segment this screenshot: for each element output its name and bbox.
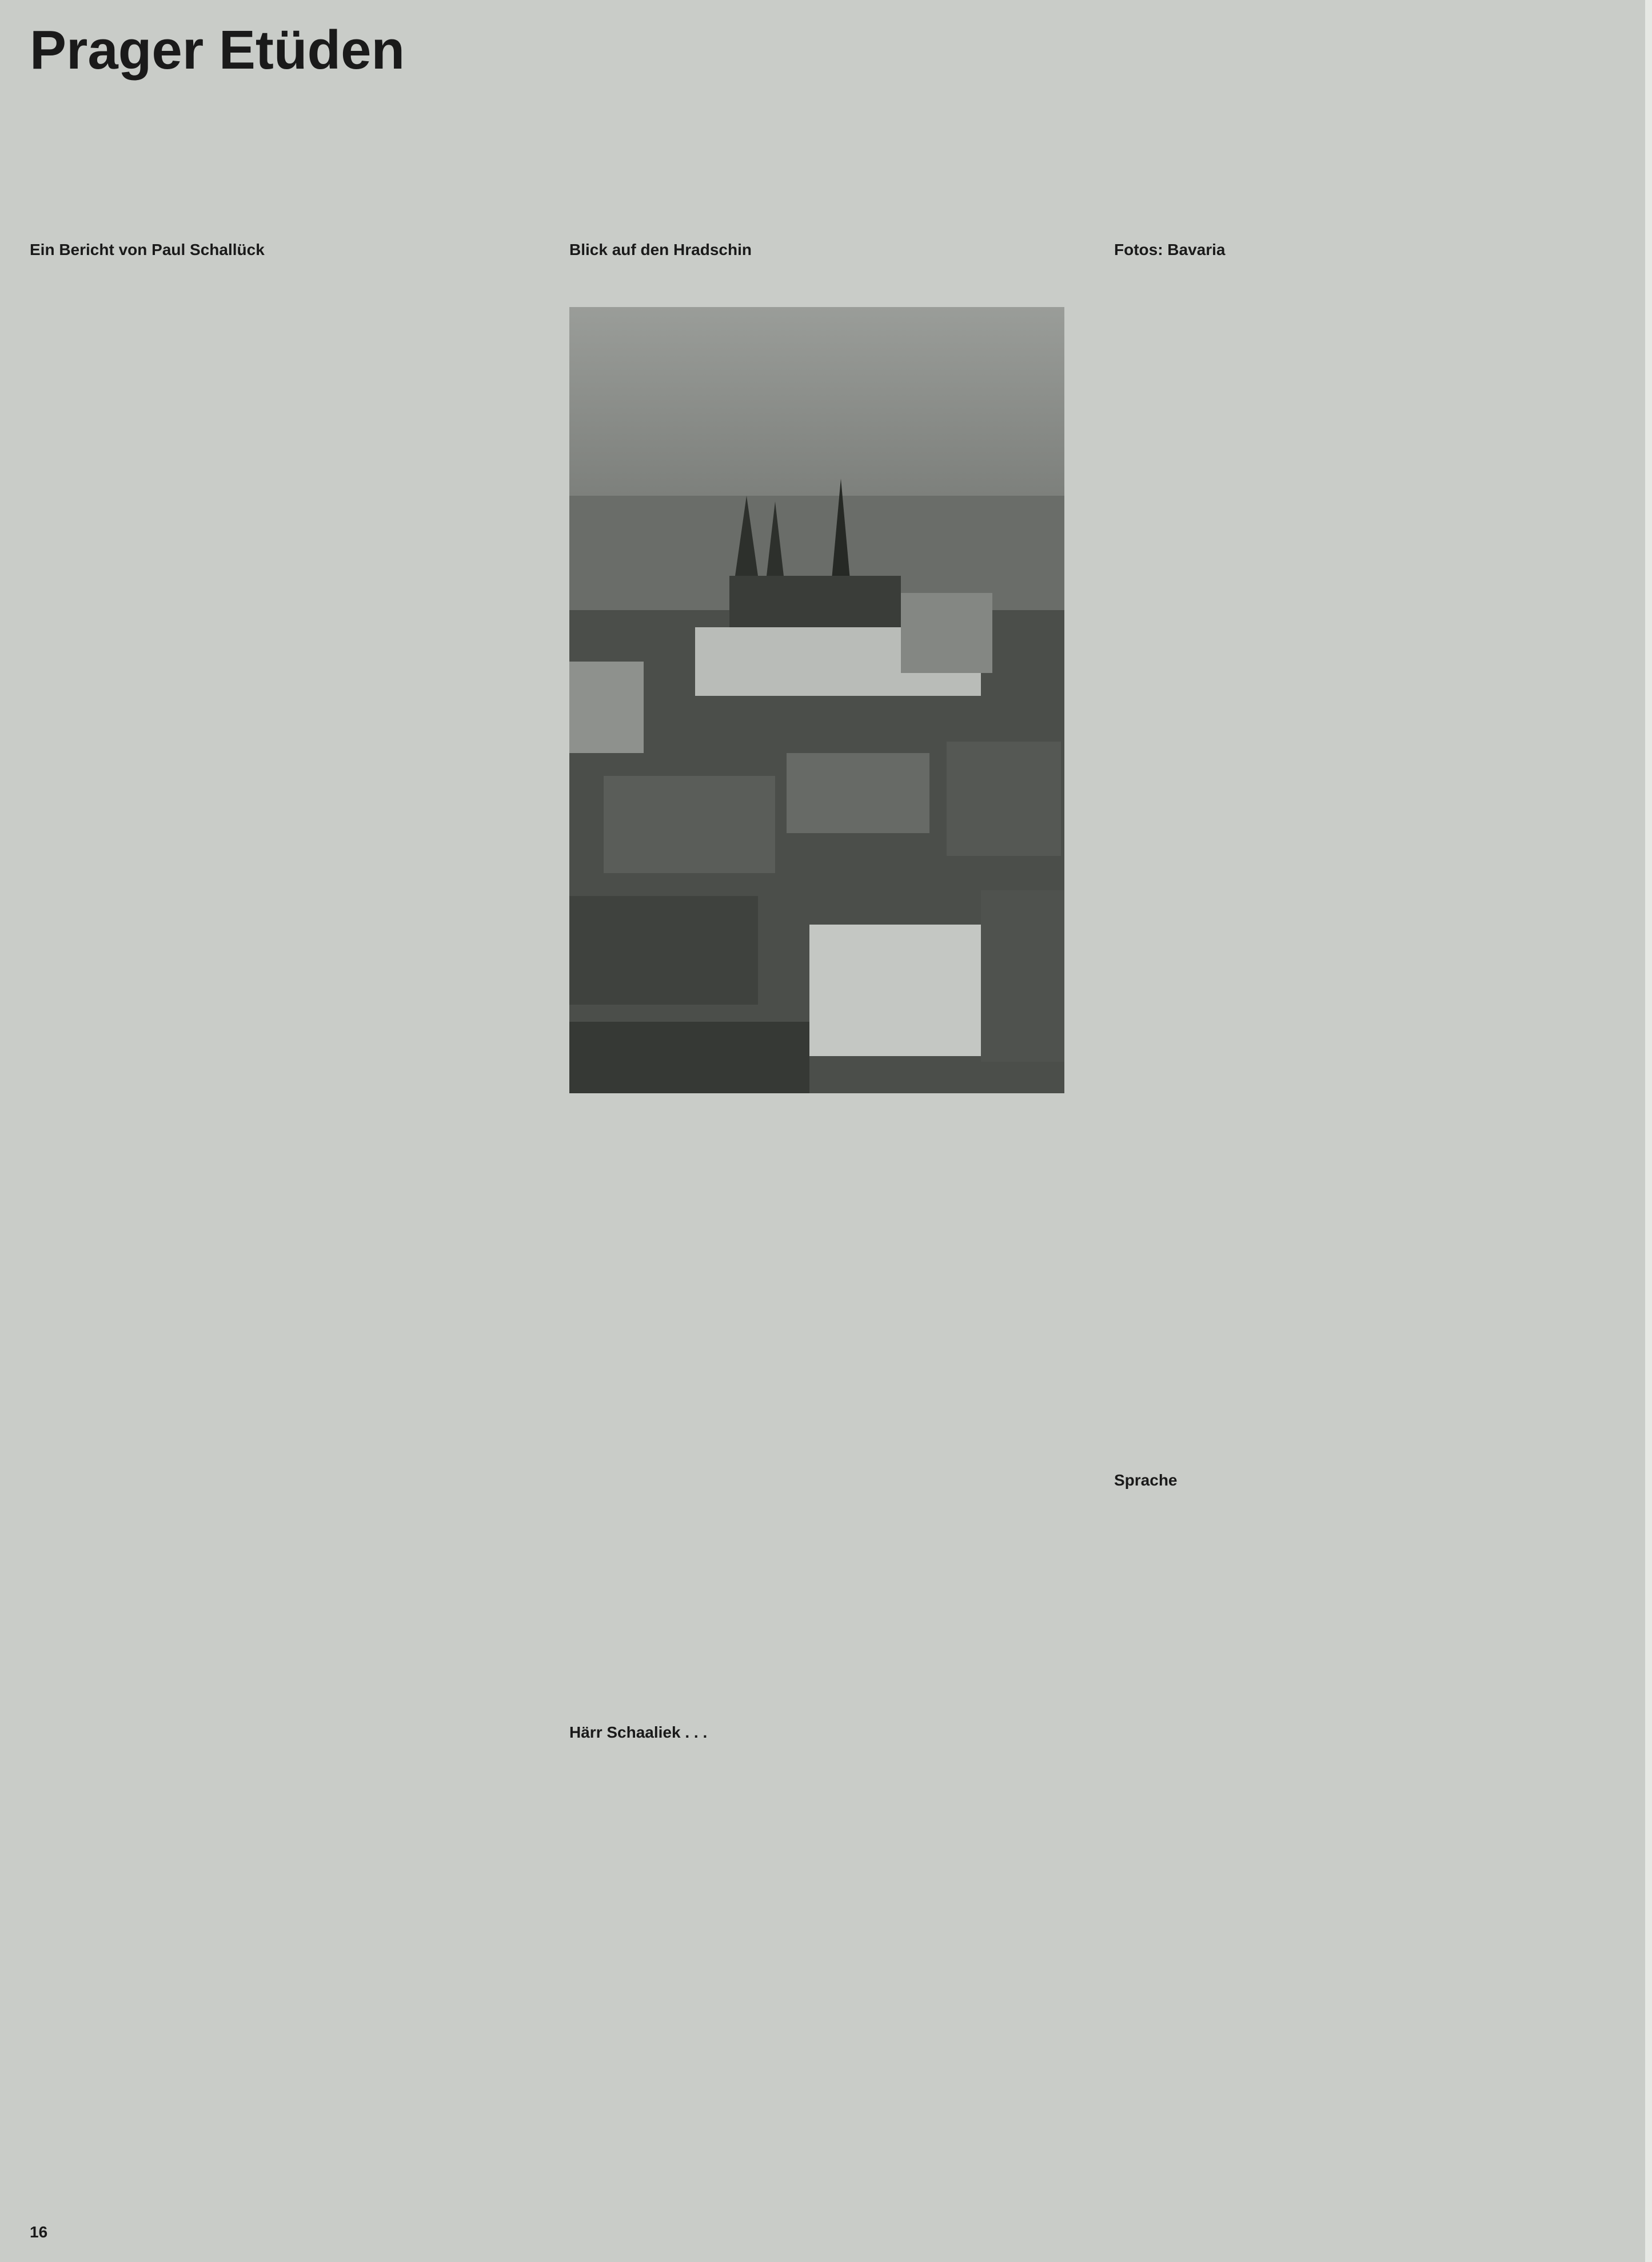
page-number: 16 — [30, 2223, 48, 2241]
page-title: Prager Etüden — [30, 19, 405, 81]
author-byline: Ein Bericht von Paul Schallück — [30, 241, 265, 258]
column-2-body-text — [569, 1130, 1064, 1661]
column-3-body-text — [1114, 307, 1609, 1432]
column-1-body-text — [30, 307, 525, 2192]
column-3-section-body-text — [1114, 1511, 1609, 2192]
section-heading-sprache: Sprache — [1114, 1471, 1178, 1489]
section-heading-haerr-schaaliek: Härr Schaaliek . . . — [569, 1723, 708, 1741]
column-2-section-body-text — [569, 1764, 1064, 2191]
photo-caption: Blick auf den Hradschin — [569, 241, 752, 258]
page-edge — [1645, 0, 1652, 2262]
photo-hradschin — [569, 307, 1064, 1093]
photo-credit: Fotos: Bavaria — [1114, 241, 1226, 258]
